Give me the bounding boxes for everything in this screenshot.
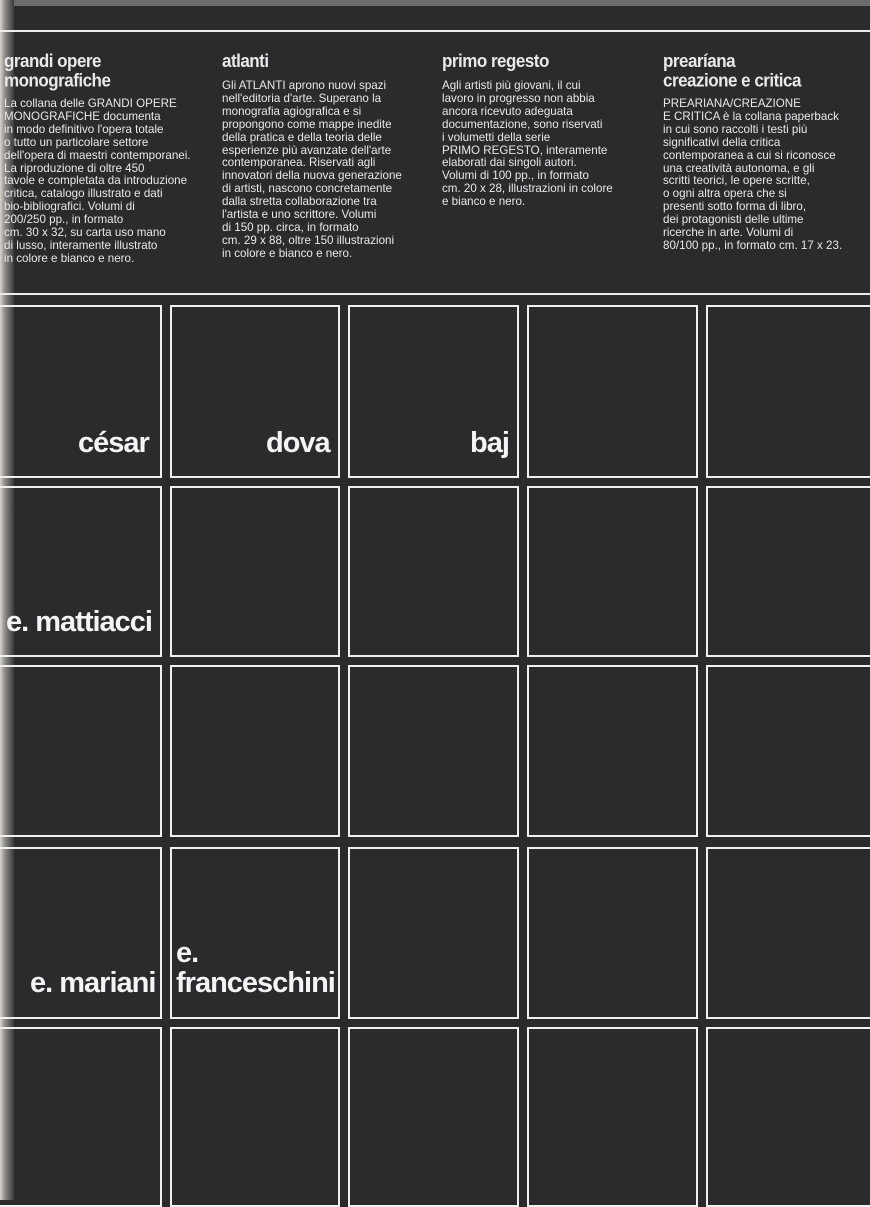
grid-cell: [527, 305, 698, 478]
grid-cell: [348, 847, 519, 1019]
column-title: primo regesto: [442, 50, 549, 72]
grid-cell: [527, 665, 698, 837]
top-rule: [0, 30, 870, 32]
grid-cell: [527, 847, 698, 1019]
artist-name-dova: dova: [266, 427, 330, 459]
grid-cell: [706, 486, 870, 657]
artist-name-mariani: e. mariani: [30, 967, 156, 999]
column-title: atlanti: [222, 50, 269, 72]
column-title: grandi opere monografiche: [4, 50, 111, 91]
grid-cell: [0, 665, 162, 837]
artist-name-mattiacci: e. mattiacci: [6, 606, 152, 638]
column-preariana: [663, 52, 870, 253]
column-atlanti: [222, 52, 438, 261]
column-grandi-opere: [4, 52, 220, 266]
top-band: [0, 0, 870, 6]
grid-cell: [706, 847, 870, 1019]
grid-cell: [348, 1027, 519, 1207]
grid-cell: [348, 665, 519, 837]
grid-cell: [706, 1027, 870, 1207]
grid-cell: [170, 665, 340, 837]
column-body: PREARIANA/CREAZIONE E CRITICA è la collana paperback in cui sono raccolti i testi più significativi della critica contemporanea a cui si riconosce una creatività autonoma, e gli scritti teorici, le opere scritte, o ogni altra opera che si presenti sotto forma di libro, dei protagonisti delle ultime ricerche in arte. Volumi di 80/100 pp., in formato cm. 17 x 23.: [663, 97, 843, 252]
grid-cell: [706, 665, 870, 837]
grid-top-rule: [0, 293, 870, 295]
grid-cell: [0, 1027, 162, 1207]
column-body: Agli artisti più giovani, il cui lavoro in progresso non abbia ancora ricevuto adeguata documentazione, sono riservati i volumetti della serie PRIMO REGESTO, interamente elaborati dai singoli autori. Volumi di 100 pp., in formato cm. 20 x 28, illustrazioni in colore e bianco e nero.: [442, 79, 613, 209]
column-body: La collana delle GRANDI OPERE MONOGRAFICHE documenta in modo definitivo l'opera totale o tutto un particolare settore dell'opera di maestri contemporanei. La riproduzione di oltre 450 tavole e completata da introduzione critica, catalogo illustrato e dati bio-bibliografici. Volumi di 200/250 pp., in formato cm. 30 x 32, su carta uso mano di lusso, interamente illustrato in colore e bianco e nero.: [4, 97, 191, 265]
column-title: prearíana creazione e critica: [663, 50, 801, 91]
grid-cell: [527, 486, 698, 657]
grid-cell: [170, 1027, 340, 1207]
grid-cell: [170, 486, 340, 657]
column-primo-regesto: [442, 52, 652, 209]
artist-name-baj: baj: [470, 427, 509, 459]
artist-name-cesar: césar: [78, 427, 149, 459]
grid-cell: [348, 486, 519, 657]
grid-cell: [706, 305, 870, 478]
grid-cell: [527, 1027, 698, 1207]
column-body: Gli ATLANTI aprono nuovi spazi nell'editoria d'arte. Superano la monografia agiografica e si propongono come mappe inedite della pratica e della teoria delle esperienze più avanzate dell'arte contemporanea. Riservati agli innovatori della nuova generazione di artisti, nascono concretamente dalla stretta collaborazione tra l'artista e uno scrittore. Volumi di 150 pp. circa, in formato cm. 29 x 88, oltre 150 illustrazioni in colore e bianco e nero.: [222, 79, 402, 260]
artist-name-franceschini: e. franceschini: [176, 937, 335, 999]
